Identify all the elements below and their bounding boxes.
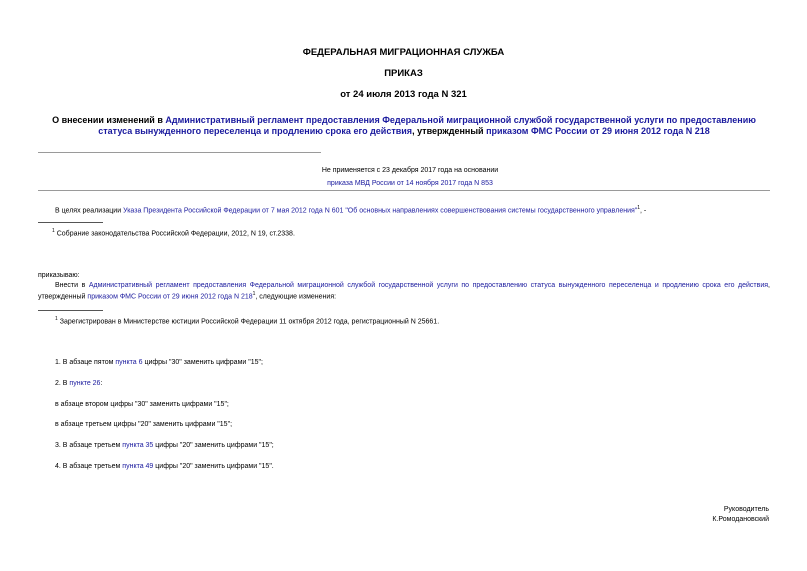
- item-1: [55, 358, 263, 367]
- signature-position: Руководитель: [723, 506, 769, 513]
- subject-prefix: О внесении изменений в: [52, 115, 166, 125]
- item-4: [55, 462, 274, 471]
- item-3: [55, 441, 274, 450]
- item-2b: в абзаце третьем цифры "20" заменить цифрами "15";: [55, 421, 233, 428]
- status-divider: [38, 190, 770, 191]
- item-3-prefix: 3. В абзаце третьем: [55, 442, 123, 449]
- preamble: [55, 204, 770, 215]
- amendment-paragraph: [38, 281, 770, 301]
- item-4-link[interactable]: пункта 49: [122, 463, 154, 470]
- item-4-suffix: цифры "20" заменить цифрами "15".: [153, 463, 274, 470]
- document-subject: [38, 115, 770, 137]
- status-note-text: Не применяется с 23 декабря 2017 года на основании: [321, 167, 499, 174]
- item-3-suffix: цифры "20" заменить цифрами "15";: [153, 442, 274, 449]
- footnote-1-marker: 1: [52, 228, 55, 234]
- regulation-link-2[interactable]: Административный регламент предоставления Федеральной миграционной службой государственной услуги по предоставлению статуса вынужденного переселенца и продлению срока его действия: [88, 282, 769, 289]
- order-fms-link-2[interactable]: приказом ФМС России от 29 июня 2012 года N 218: [87, 293, 253, 301]
- title-divider: [38, 152, 321, 153]
- para-middle: , утвержденный: [38, 282, 770, 301]
- footnote-1: [52, 227, 295, 238]
- footnote-1-text: Собрание законодательства Российской Федерации, 2012, N 19, ст.2338.: [56, 230, 295, 238]
- item-1-suffix: цифры "30" заменить цифрами "15";: [142, 359, 263, 366]
- subject-middle: , утвержденный: [412, 126, 487, 136]
- item-2: [55, 379, 102, 388]
- signature-name: К.Ромодановский: [712, 516, 769, 523]
- item-4-prefix: 4. В абзаце третьем: [55, 463, 123, 470]
- footnote-2: [55, 315, 439, 326]
- footnote-divider-2: [38, 310, 103, 311]
- footnote-ref-1: 1: [637, 205, 641, 211]
- order-word: приказываю:: [38, 272, 80, 279]
- item-2-suffix: :: [100, 380, 103, 387]
- regulation-link[interactable]: Административный регламент предоставления Федеральной миграционной службой государственной услуги по предоставлению статуса вынужденного переселенца и продлению срока его действия: [98, 115, 756, 136]
- agency-name: ФЕДЕРАЛЬНАЯ МИГРАЦИОННАЯ СЛУЖБА: [302, 47, 505, 58]
- item-2-prefix: 2. В: [55, 380, 70, 387]
- item-1-link[interactable]: пункта 6: [115, 359, 143, 366]
- footnote-2-marker: 1: [55, 316, 58, 322]
- document-type: ПРИКАЗ: [384, 68, 423, 79]
- footnote-divider-1: [38, 222, 103, 223]
- item-2-link[interactable]: пункте 26: [69, 380, 101, 387]
- mvd-order-link[interactable]: приказа МВД России от 14 ноября 2017 года N 853: [327, 180, 493, 187]
- item-3-link[interactable]: пункта 35: [122, 442, 154, 449]
- footnote-2-text: Зарегистрирован в Министерстве юстиции Российской Федерации 11 октября 2012 года, регистрационный N 25661.: [59, 318, 440, 326]
- item-1-prefix: 1. В абзаце пятом: [55, 359, 116, 366]
- preamble-suffix: , -: [640, 207, 647, 215]
- item-2a: в абзаце втором цифры "30" заменить цифрами "15";: [55, 401, 229, 408]
- status-note: [300, 166, 520, 188]
- footnote-ref-2: 1: [252, 291, 256, 297]
- order-fms-link[interactable]: приказом ФМС России от 29 июня 2012 года N 218: [486, 126, 710, 136]
- para-prefix: Внести в: [55, 282, 89, 289]
- para-suffix: , следующие изменения:: [255, 293, 337, 301]
- preamble-prefix: В целях реализации: [55, 207, 124, 215]
- document-date-number: от 24 июля 2013 года N 321: [340, 89, 467, 100]
- president-decree-link[interactable]: Указа Президента Российской Федерации от 7 мая 2012 года N 601 "Об основных направлениях совершенствования системы государственного управления": [123, 207, 638, 215]
